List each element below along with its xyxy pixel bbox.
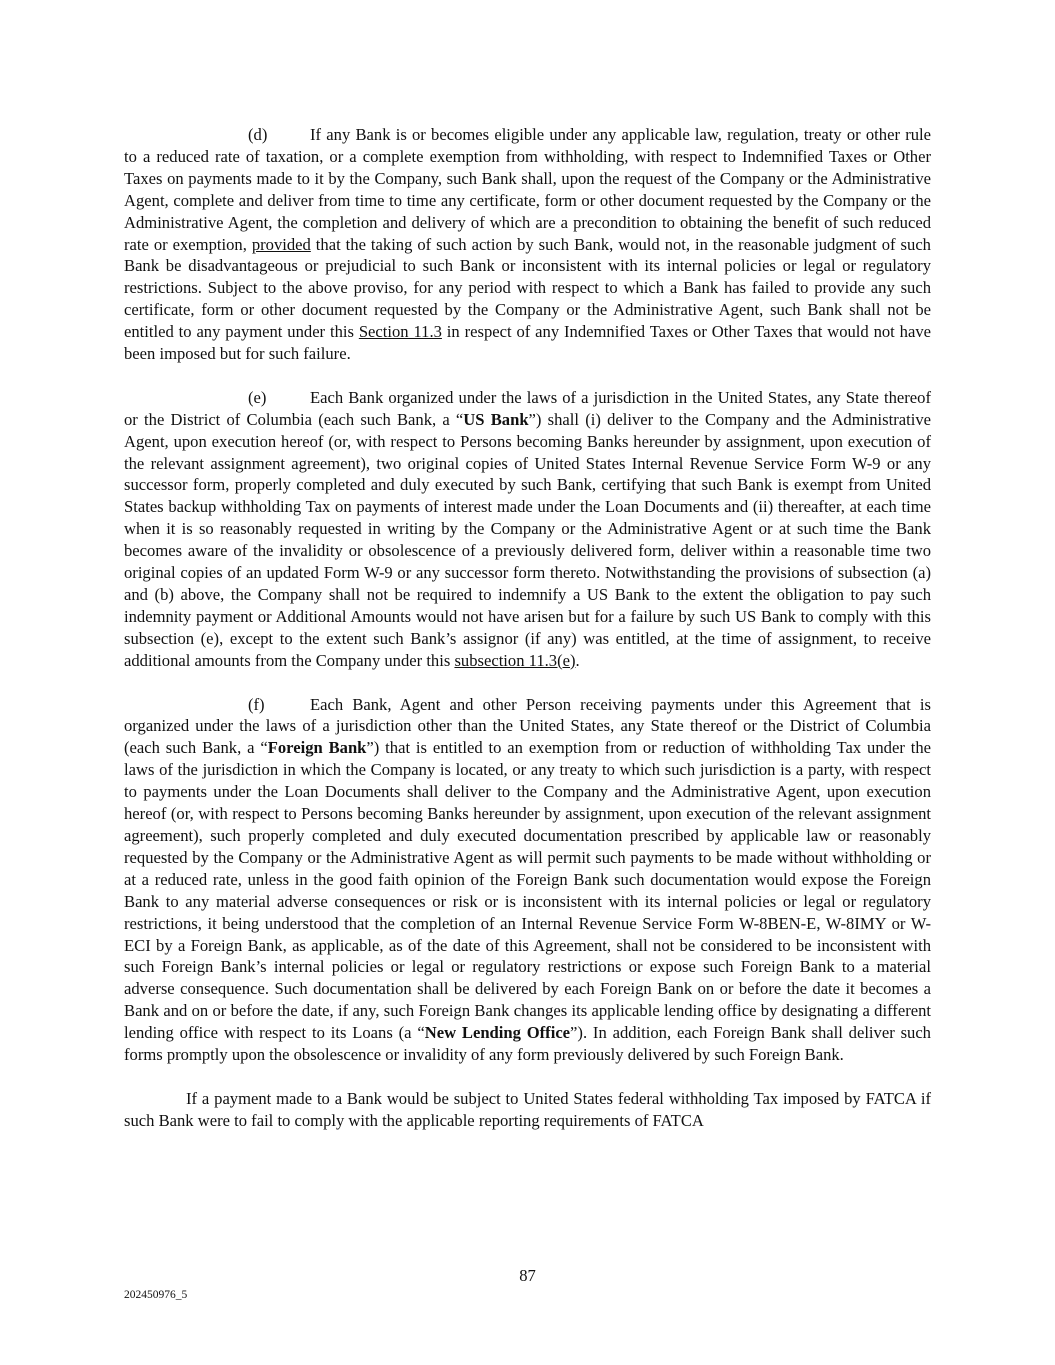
paragraph-f-text-2: ”) that is entitled to an exemption from or reduction of withholding Tax under the laws of the jurisdiction in which the Company is located, or any treaty to which such jurisdiction is a party, with respect to payments under the Loan Documents shall deliver to the Company and the Administrative Agent, upon execution hereof (or, with respect to Persons becoming Banks hereunder by assignment, upon execution of the relevant assignment agreement), such properly completed and duly executed documentation prescribed by applicable law or reasonably requested by the Company or the Administrative Agent as will permit such payments to be made without withholding or at a reduced rate, unless in the good faith opinion of the Foreign Bank such documentation would expose the Foreign Bank to any material adverse consequences or risk or is inconsistent with its internal policies or legal or regulatory restrictions, it being understood that the completion of an Internal Revenue Service Form W-8BEN-E, W-8IMY or W-ECI by a Foreign Bank, as applicable, as of the date of this Agreement, shall not be considered to be inconsistent with such Foreign Bank’s internal policies or legal or regulatory restrictions or expose such Foreign Bank to a material adverse consequence. Such documentation shall be delivered by each Foreign Bank on or before the date it becomes a Bank and on or before the date, if any, such Foreign Bank changes its applicable lending office by designating a different lending office with respect to its Loans (a “	[124, 738, 931, 1043]
paragraph-label-f: (f)	[248, 694, 265, 714]
page-number: 87	[519, 1266, 536, 1285]
paragraph-fatca: If a payment made to a Bank would be subject to United States federal withholding Tax imposed by FATCA if such Bank were to fail to comply with the applicable reporting requirements of FATCA	[124, 1088, 931, 1130]
defined-term-us-bank: US Bank	[463, 409, 529, 429]
subsection-reference: subsection 11.3(e)	[454, 650, 576, 670]
section-reference: Section 11.3	[358, 322, 442, 342]
defined-term-new-lending-office: New Lending Office	[424, 1023, 571, 1043]
defined-term-foreign-bank: Foreign Bank	[267, 738, 367, 758]
paragraph-d-text-2: that the taking of such action by such Bank, would not, in the reasonable judgment of such Bank be disadvantageous or prejudicial to such Bank or inconsistent with its internal policies or legal or regulatory restrictions. Subject to the above proviso, for any period with respect to which a Bank has failed to provide any such certificate, form or other document requested by the Company or the Administrative Agent, such Bank shall not be entitled to any payment under this	[124, 234, 931, 342]
paragraph-f-text-3: ”). In addition, each Foreign Bank shall deliver such forms promptly upon the obsolescence or invalidity of any form previously delivered by such Foreign Bank.	[124, 1023, 931, 1065]
paragraph-f-text-1: Each Bank, Agent and other Person receiving payments under this Agreement that is organized under the laws of a jurisdiction other than the United States, any State thereof or the District of Columbia (each such Bank, a “	[124, 694, 931, 758]
paragraph-d-text-1: If any Bank is or becomes eligible under any applicable law, regulation, treaty or other rule to a reduced rate of taxation, or a complete exemption from withholding, with respect to Indemnified Taxes or Other Taxes on payments made to it by the Company, such Bank shall, upon the request of the Company or the Administrative Agent, complete and deliver from time to time any certificate, form or other document requested by the Company or the Administrative Agent, the completion and delivery of which are a precondition to obtaining the benefit of such reduced rate or exemption,	[124, 125, 931, 254]
paragraph-label-d: (d)	[248, 125, 268, 144]
provided-term: provided	[251, 234, 311, 254]
paragraph-label-e: (e)	[248, 387, 267, 407]
paragraph-e-text-3: .	[575, 650, 580, 670]
paragraph-e	[124, 387, 931, 672]
paragraph-e-text-2: ”) shall (i) deliver to the Company and the Administrative Agent, upon execution hereof (or, with respect to Persons becoming Banks hereunder by assignment, upon execution of the relevant assignment agreement), two original copies of United States Internal Revenue Service Form W-9 or any successor form, properly completed and duly executed by such Bank, certifying that such Bank is exempt from United States backup withholding Tax on payments of interest made under the Loan Documents and (ii) thereafter, at each time when it is so reasonably requested in writing by the Company or the Administrative Agent or at such time the Bank becomes aware of the invalidity or obsolescence of a previously delivered form, deliver within a reasonable time two original copies of an updated Form W-9 or any successor form thereto. Notwithstanding the provisions of subsection (a) and (b) above, the Company shall not be required to indemnify a US Bank to the extent the obligation to pay such indemnity payment or Additional Amounts would not have arisen but for a failure by such US Bank to comply with this subsection (e), except to the extent such Bank’s assignor (if any) was entitled, at the time of assignment, to receive additional amounts from the Company under this	[124, 409, 931, 670]
document-body	[124, 124, 931, 1132]
paragraph-e-text-1: Each Bank organized under the laws of a jurisdiction in the United States, any State thereof or the District of Columbia (each such Bank, a “	[124, 387, 931, 429]
paragraph-d	[124, 124, 931, 365]
paragraph-f	[124, 694, 931, 1066]
document-id: 202450976_5	[124, 1289, 188, 1301]
paragraph-d-text-3: in respect of any Indemnified Taxes or Other Taxes that would not have been imposed but for such failure.	[124, 322, 931, 364]
